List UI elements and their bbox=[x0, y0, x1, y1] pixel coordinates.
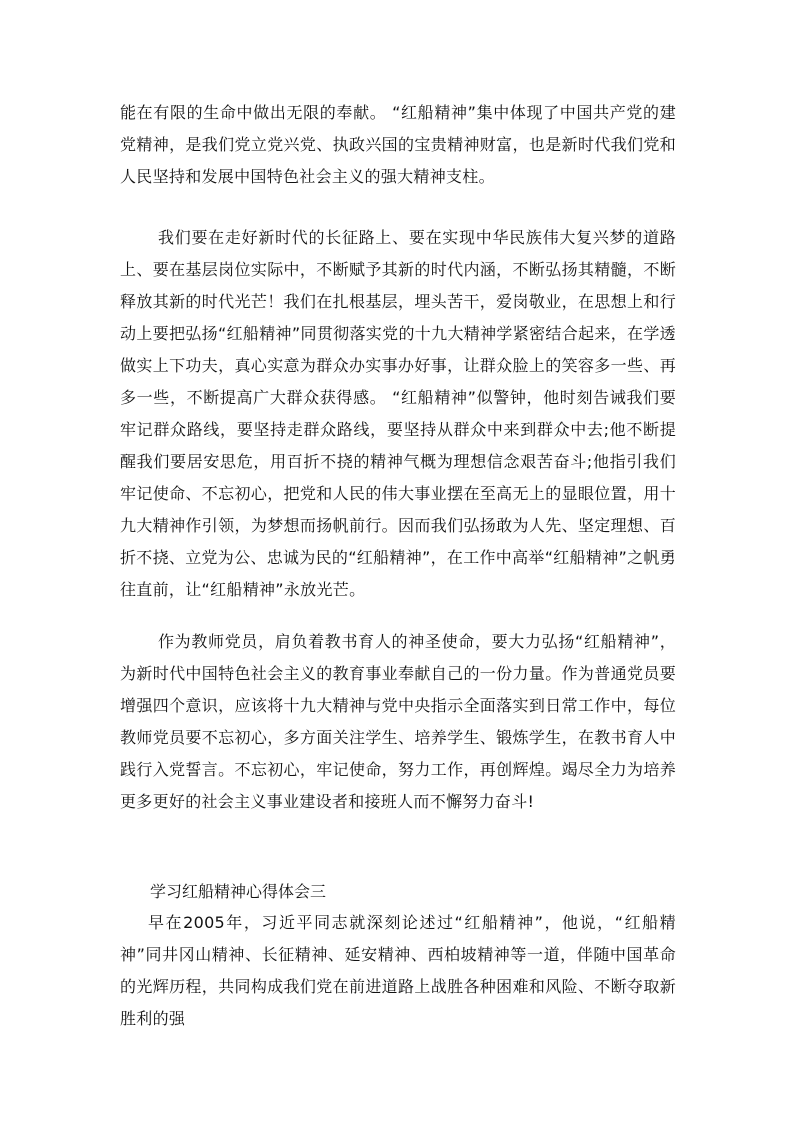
section-paragraph: 早在2005年，习近平同志就深刻论述过“红船精神”，他说，“红船精神”同井冈山精神、长征精神、延安精神、西柏坡精神等一道，伴随中国革命的光辉历程，共同构成我们党在前进道路上战胜各种困难和风险、不断夺取新胜利的强 bbox=[120, 913, 676, 1028]
paragraph-1: 能在有限的生命中做出无限的奉献。 “红船精神”集中体现了中国共产党的建党精神，是我们党立党兴党、执政兴国的宝贵精神财富，也是新时代我们党和人民坚持和发展中国特色社会主义的强大精神支柱。 bbox=[120, 103, 676, 186]
paragraph-2: 我们要在走好新时代的长征路上、要在实现中华民族伟大复兴梦的道路上、要在基层岗位实际中，不断赋予其新的时代内涵，不断弘扬其精髓，不断释放其新的时代光芒！我们在扎根基层，埋头苦干，爱岗敬业，在思想上和行动上要把弘扬“红船精神”同贯彻落实党的十九大精神学紧密结合起来，在学透做实上下功夫，真心实意为群众办实事办好事，让群众脸上的笑容多一些、再多一些，不断提高广大群众获得感。 “红船精神”似警钟，他时刻告诫我们要牢记群众路线，要坚持走群众路线，要坚持从群众中来到群众中去;他不断提醒我们要居安思危，用百折不挠的精神气概为理想信念艰苦奋斗;他指引我们牢记使命、不忘初心，把党和人民的伟大事业摆在至高无上的显眼位置，用十九大精神作引领，为梦想而扬帆前行。因而我们弘扬敢为人先、坚定理想、百折不挠、立党为公、忠诚为民的“红船精神”，在工作中高举“红船精神”之帆勇往直前，让“红船精神”永放光芒。 bbox=[120, 228, 676, 599]
paragraph-3: 作为教师党员，肩负着教书育人的神圣使命，要大力弘扬“红船精神”，为新时代中国特色社会主义的教育事业奉献自己的一份力量。作为普通党员要增强四个意识，应该将十九大精神与党中央指示全面落实到日常工作中，每位教师党员要不忘初心，多方面关注学生、培养学生、锻炼学生，在教书育人中践行入党誓言。不忘初心，牢记使命，努力工作，再创辉煌。竭尽全力为培养更多更好的社会主义事业建设者和接班人而不懈努力奋斗! bbox=[120, 632, 676, 811]
section-heading: 学习红船精神心得体会三 bbox=[150, 882, 327, 901]
